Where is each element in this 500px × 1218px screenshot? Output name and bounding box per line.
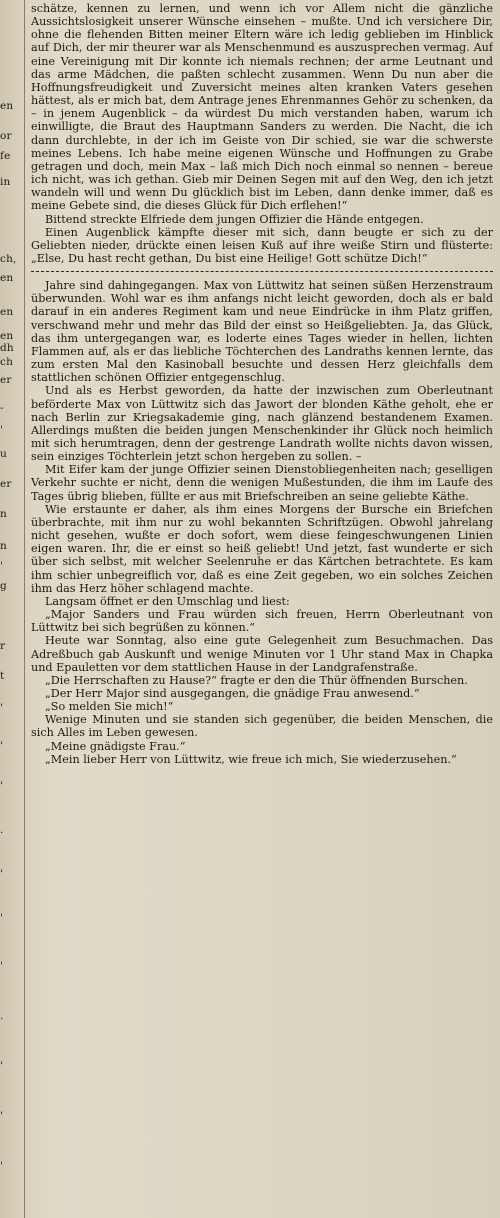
left-column-fragment: g: [0, 580, 7, 592]
left-column-fragment: or: [0, 130, 12, 142]
left-column-fragment: ': [0, 740, 4, 752]
left-column-fragment: u: [0, 448, 7, 460]
left-column-fragment: in: [0, 176, 11, 188]
paragraph-eifer: Mit Eifer kam der junge Offizier seinen Dienstobliegenheiten nach; geselligen Verkehr suchte er nicht, denn die wenigen Mußestunden, die ihm im Laufe des Tages übrig blieben, füllte er aus mit Briefschreiben an seine geliebte Käthe.: [31, 463, 493, 503]
left-column-fragment: er: [0, 374, 12, 386]
left-column-fragment: ': [0, 424, 4, 436]
left-column-fragment: ': [0, 960, 4, 972]
left-column-fragment: ': [0, 702, 4, 714]
paragraph-letter-continuation: schätze, kennen zu lernen, und wenn ich vor Allem nicht die gänzliche Aussichtslosigkeit unserer Wünsche einsehen – mußte. Und ich versichere Dir, ohne die flehenden Bitten meiner Eltern wäre ich ledig geblieben im Hinblick auf Dich, der mir theurer war als Menschenmund es auszusprechen vermag. Auf eine Vereinigung mit Dir konnte ich niemals rechnen; der arme Leutnant und das arme Mädchen, die paßten schlecht zusammen. Wenn Du nun aber die Hoffnungsfreudigkeit und Zuversicht meines alten kranken Vaters gesehen hättest, als er mich bat, dem Antrage jenes Ehrenmannes Gehör zu schenken, da – in jenem Augenblick – da würdest Du mich verstanden haben, warum ich einwilligte, die Braut des Hauptmann Sanders zu werden. Die Nacht, die ich dann durchlebte, in der ich im Geiste von Dir schied, sie war die schwerste meines Lebens. Ich habe meine eigenen Wünsche und Hoffnungen zu Grabe getragen und doch, mein Max – laß mich Dich noch einmal so nennen – bereue ich nicht, was ich gethan. Gieb mir Deinen Segen mit auf den Weg, den ich jetzt wandeln will und wenn Du glücklich bist im Leben, dann denke immer, daß es meine Gebete sind, die dieses Glück für Dich erflehen!“: [31, 2, 493, 213]
left-column-fragment: er: [0, 478, 12, 490]
left-column-fragment: ch: [0, 356, 14, 368]
story-column: [31, 2, 493, 1214]
paragraph-minuten: Wenige Minuten und sie standen sich gegenüber, die beiden Menschen, die sich Alles im Leben gewesen.: [31, 713, 493, 740]
left-column-fragment: dh: [0, 342, 14, 354]
paragraph-invitation: „Major Sanders und Frau würden sich freuen, Herrn Oberleutnant von Lüttwitz bei sich begrüßen zu können.“: [31, 608, 493, 635]
left-column-fragment: en: [0, 272, 14, 284]
paragraph-herbst: Und als es Herbst geworden, da hatte der inzwischen zum Oberleutnant beförderte Max von Lüttwitz sich das Jawort der blonden Käthe geholt, ehe er nach Berlin zur Kriegsakademie ging, nach glänzend bestandenem Examen. Allerdings mußten die beiden jungen Menschenkinder ihr Glück noch heimlich mit sich herumtragen, denn der gestrenge Landrath wollte nichts davon wissen, sein einziges Töchterlein jetzt schon hergeben zu sollen. –: [31, 384, 493, 464]
left-column-fragment: n: [0, 540, 7, 552]
section-separator: [31, 271, 493, 272]
paragraph-jahre: Jahre sind dahingegangen. Max von Lüttwitz hat seinen süßen Herzenstraum überwunden. Wohl war es ihm anfangs nicht leicht geworden, doch als er bald darauf in ein anderes Regiment kam und neue Eindrücke in ihm Platz griffen, verschwand mehr und mehr das Bild der einst so Heißgeliebten. Ja, das Glück, das ihm untergegangen war, es loderte eines Tages wieder in hellen, lichten Flammen auf, als er das liebliche Töchterchen des Landraths kennen lernte, das zum ersten Mal den Kasinoball besuchte und dessen Herz gleichfalls dem stattlichen schönen Offizier entgegenschlug.: [31, 279, 493, 385]
paragraph-melden: „So melden Sie mich!“: [45, 700, 174, 714]
left-column-fragment: en: [0, 100, 14, 112]
paragraph-langsam: Langsam öffnet er den Umschlag und liest:: [45, 594, 290, 608]
left-column-fragment: t: [0, 670, 5, 682]
paragraph-herrschaften: „Die Herrschaften zu Hause?“ fragte er den die Thür öffnenden Burschen.: [45, 673, 468, 687]
left-column-fragment: ': [0, 1060, 4, 1072]
adjacent-column-fragments: [0, 0, 22, 1218]
paragraph-augenblick: Einen Augenblick kämpfte dieser mit sich, dann beugte er sich zu der Geliebten nieder, drückte einen leisen Kuß auf ihre weiße Stirn und flüsterte: „Else, Du hast recht gethan, Du bist eine Heilige! Gott schütze Dich!“: [31, 225, 493, 265]
paragraph-wiedersehen: „Mein lieber Herr von Lüttwitz, wie freue ich mich, Sie wiederzusehen.“: [45, 752, 457, 766]
left-column-fragment: ': [0, 780, 4, 792]
left-column-fragment: ': [0, 560, 4, 572]
paragraph-sonntag: Heute war Sonntag, also eine gute Gelegenheit zum Besuchmachen. Das Adreßbuch gab Auskunft und wenige Minuten vor 1 Uhr stand Max in Chapka und Epauletten vor dem stattlichen Hause in der Landgrafenstraße.: [31, 634, 493, 674]
left-column-fragment: ': [0, 912, 4, 924]
column-rule: [24, 0, 25, 1218]
left-column-fragment: .: [0, 824, 4, 836]
paragraph-gnaedigste: „Meine gnädigste Frau.“: [45, 739, 186, 753]
left-column-fragment: -: [0, 402, 4, 414]
paragraph-bittend: Bittend streckte Elfriede dem jungen Offizier die Hände entgegen.: [45, 212, 424, 226]
left-column-fragment: ': [0, 1160, 4, 1172]
left-column-fragment: en: [0, 330, 14, 342]
left-column-fragment: ': [0, 868, 4, 880]
left-column-fragment: fe: [0, 150, 11, 162]
left-column-fragment: .: [0, 1010, 4, 1022]
left-column-fragment: en: [0, 306, 14, 318]
left-column-fragment: ': [0, 1110, 4, 1122]
paragraph-erstaunte: Wie erstaunte er daher, als ihm eines Morgens der Bursche ein Briefchen überbrachte, mit ihm nur zu wohl bekannten Schriftzügen. Obwohl jahrelang nicht gesehen, wußte er doch sofort, wem diese feingeschwungenen Linien eigen waren. Ihr, die er einst so heiß geliebt! Und jetzt, fast wunderte er sich über sich selbst, mit welcher Seelenruhe er das Kärtchen betrachtete. Es kam ihm schier unbegreiflich vor, daß es eine Zeit gegeben, wo ein solches Zeichen ihm das Herz höher schlagend machte.: [31, 502, 493, 595]
left-column-fragment: ch,: [0, 253, 17, 265]
paragraph-major: „Der Herr Major sind ausgegangen, die gnädige Frau anwesend.“: [45, 686, 420, 700]
left-column-fragment: n: [0, 508, 7, 520]
left-column-fragment: r: [0, 640, 6, 652]
